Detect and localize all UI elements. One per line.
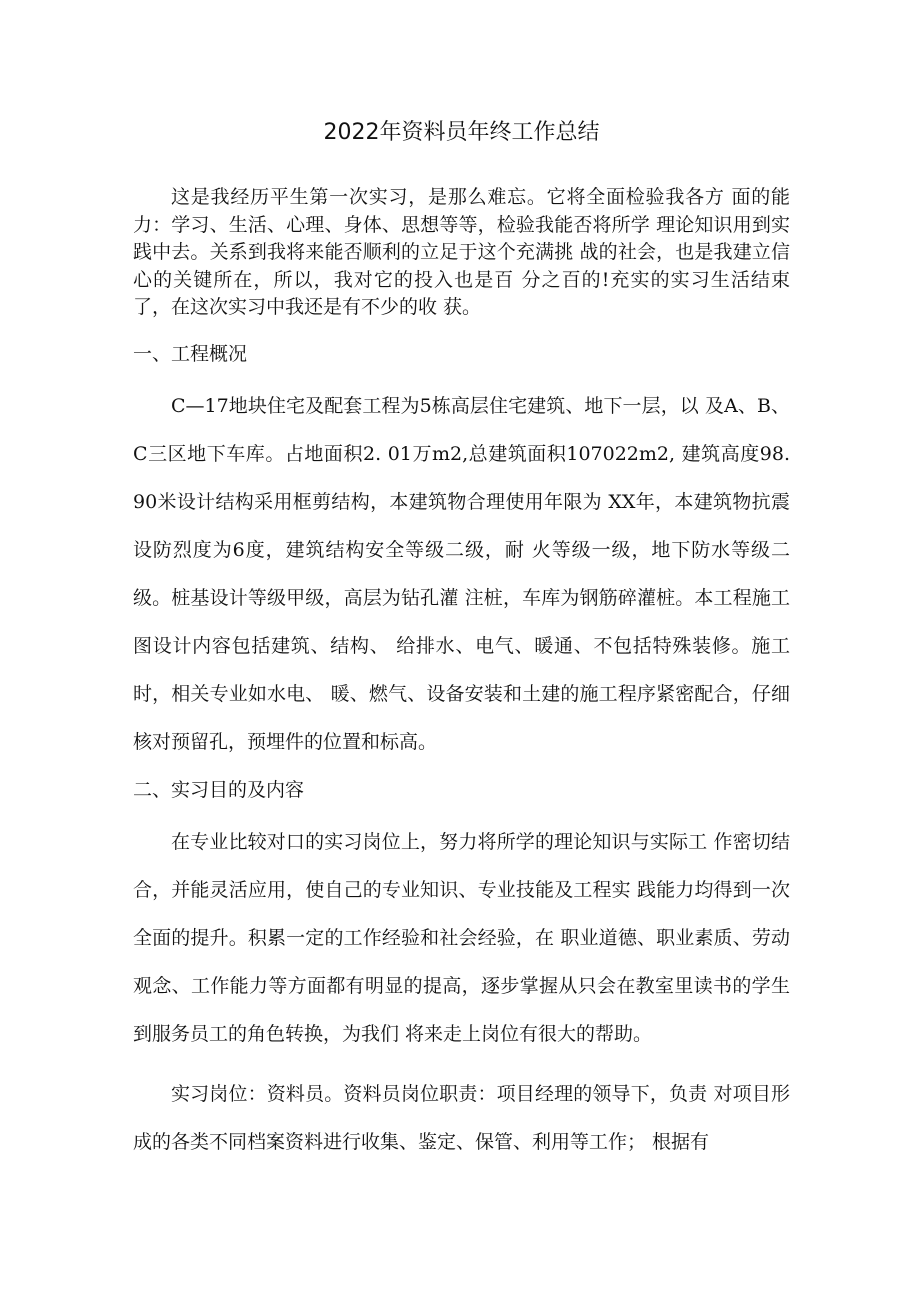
internship-purpose-paragraph: 在专业比较对口的实习岗位上，努力将所学的理论知识与实际工 作密切结合，并能灵活应用，使自己的专业知识、专业技能及工程实 践能力均得到一次全面的提升。积累一定的工作经验和社会经验，在 职业道德、职业素质、劳动观念、工作能力等方面都有明显的提高，逐步掌握从只会在教室里读书的学生到服务员工的角色转换，为我们 将来走上岗位有很大的帮助。 <box>133 830 790 1045</box>
section-heading-internship-purpose: 二、实习目的及内容 <box>133 778 305 801</box>
internship-position-paragraph: 实习岗位：资料员。资料员岗位职责：项目经理的领导下，负责 对项目形成的各类不同档案资料进行收集、鉴定、保管、利用等工作； 根据有 <box>133 1082 790 1153</box>
project-overview-paragraph: C—17地块住宅及配套工程为5栋高层住宅建筑、地下一层，以 及A、B、C三区地下车库。占地面积2. 01万m2,总建筑面积107022m2, 建筑高度98. 90米设计结构采用框剪结构，本建筑物合理使用年限为 XX年，本建筑物抗震设防烈度为6度，建筑结构安全等级二级，耐 火等级一级，地下防水等级二级。桩基设计等级甲级，高层为钻孔灌 注桩，车库为钢筋碎灌桩。本工程施工图设计内容包括建筑、结构、 给排水、电气、暖通、不包括特殊装修。施工时，相关专业如水电、 暖、燃气、设备安装和土建的施工程序紧密配合，仔细核对预留孔，预埋件的位置和标高。 <box>133 394 790 753</box>
document-title: 2022年资料员年终工作总结 <box>323 120 600 145</box>
section-heading-project-overview: 一、工程概况 <box>133 342 248 365</box>
intro-paragraph: 这是我经历平生第一次实习，是那么难忘。它将全面检验我各方 面的能力：学习、生活、心理、身体、思想等等，检验我能否将所学 理论知识用到实践中去。关系到我将来能否顺利的立足于这个充满挑 战的社会，也是我建立信心的关键所在，所以，我对它的投入也是百 分之百的!充实的实习生活结束了，在这次实习中我还是有不少的收 获。 <box>133 186 790 318</box>
